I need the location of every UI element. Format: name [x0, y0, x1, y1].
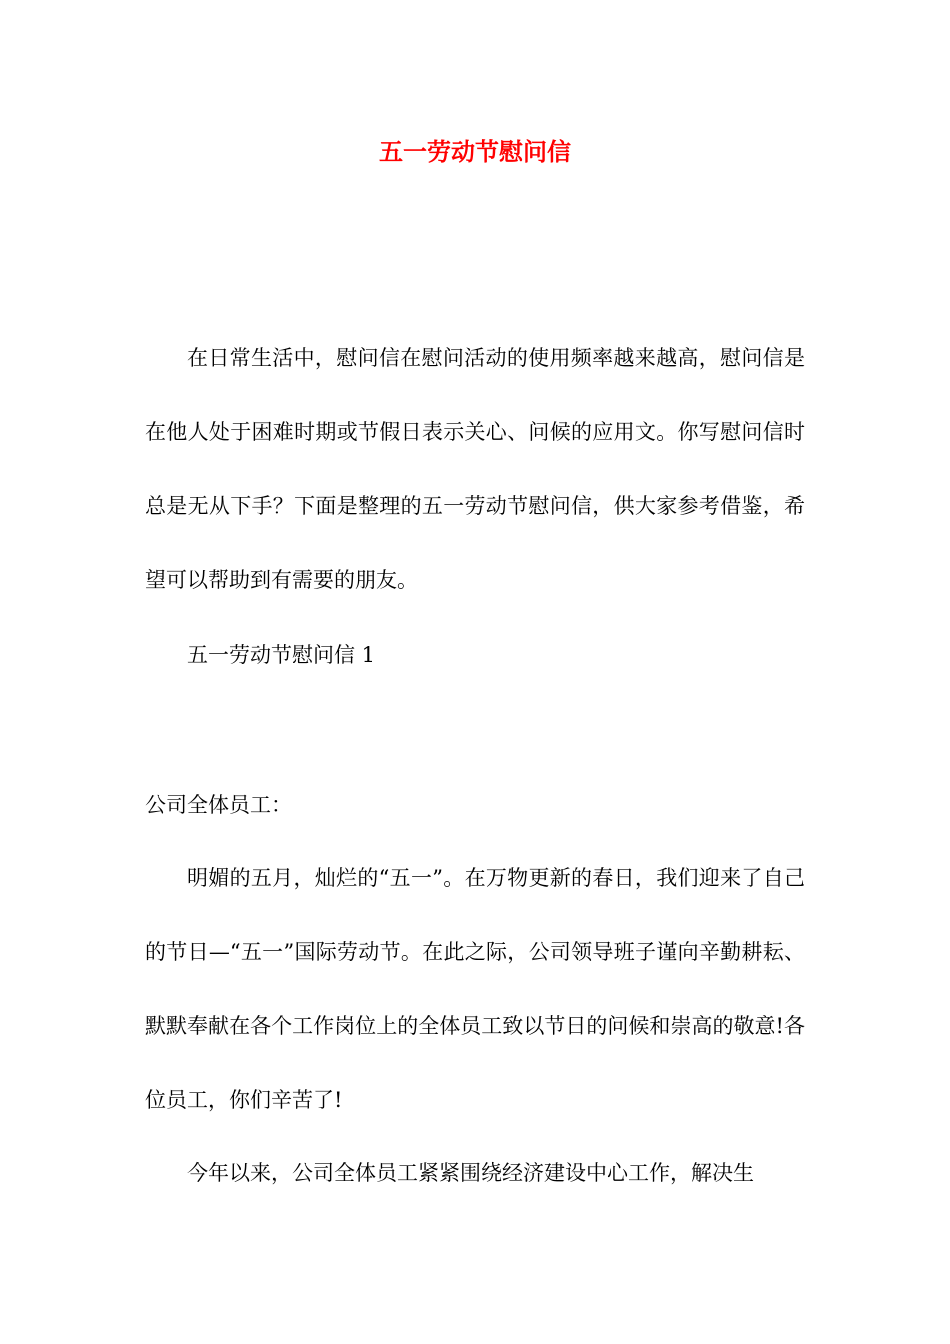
salutation — [145, 768, 805, 842]
body-paragraph-1 — [145, 841, 805, 1137]
intro-text: 在日常生活中，慰问信在慰问活动的使用频率越来越高，慰问信是在他人处于困难时期或节假日表示关心、问候的应用文。你写慰问信时总是无从下手？下面是整理的五一劳动节慰问信，供大家参考借鉴，希望可以帮助到有需要的朋友。 — [145, 346, 805, 592]
salutation-text: 公司全体员工： — [145, 793, 292, 817]
body-paragraph-1-text: 明媚的五月，灿烂的“五一”。在万物更新的春日，我们迎来了自己的节日—“五一”国际劳动节。在此之际，公司领导班子谨向辛勤耕耘、默默奉献在各个工作岗位上的全体员工致以节日的问候和崇高的敬意!各位员工，你们辛苦了! — [145, 866, 805, 1112]
document-title: 五一劳动节慰问信 — [379, 138, 571, 166]
intro-paragraph — [145, 321, 805, 617]
body-paragraph-2-text: 今年以来，公司全体员工紧紧围绕经济建设中心工作，解决生 — [187, 1161, 754, 1185]
section-heading — [145, 618, 805, 692]
body-paragraph-2 — [145, 1136, 805, 1210]
section-heading-text: 五一劳动节慰问信 1 — [187, 643, 376, 667]
